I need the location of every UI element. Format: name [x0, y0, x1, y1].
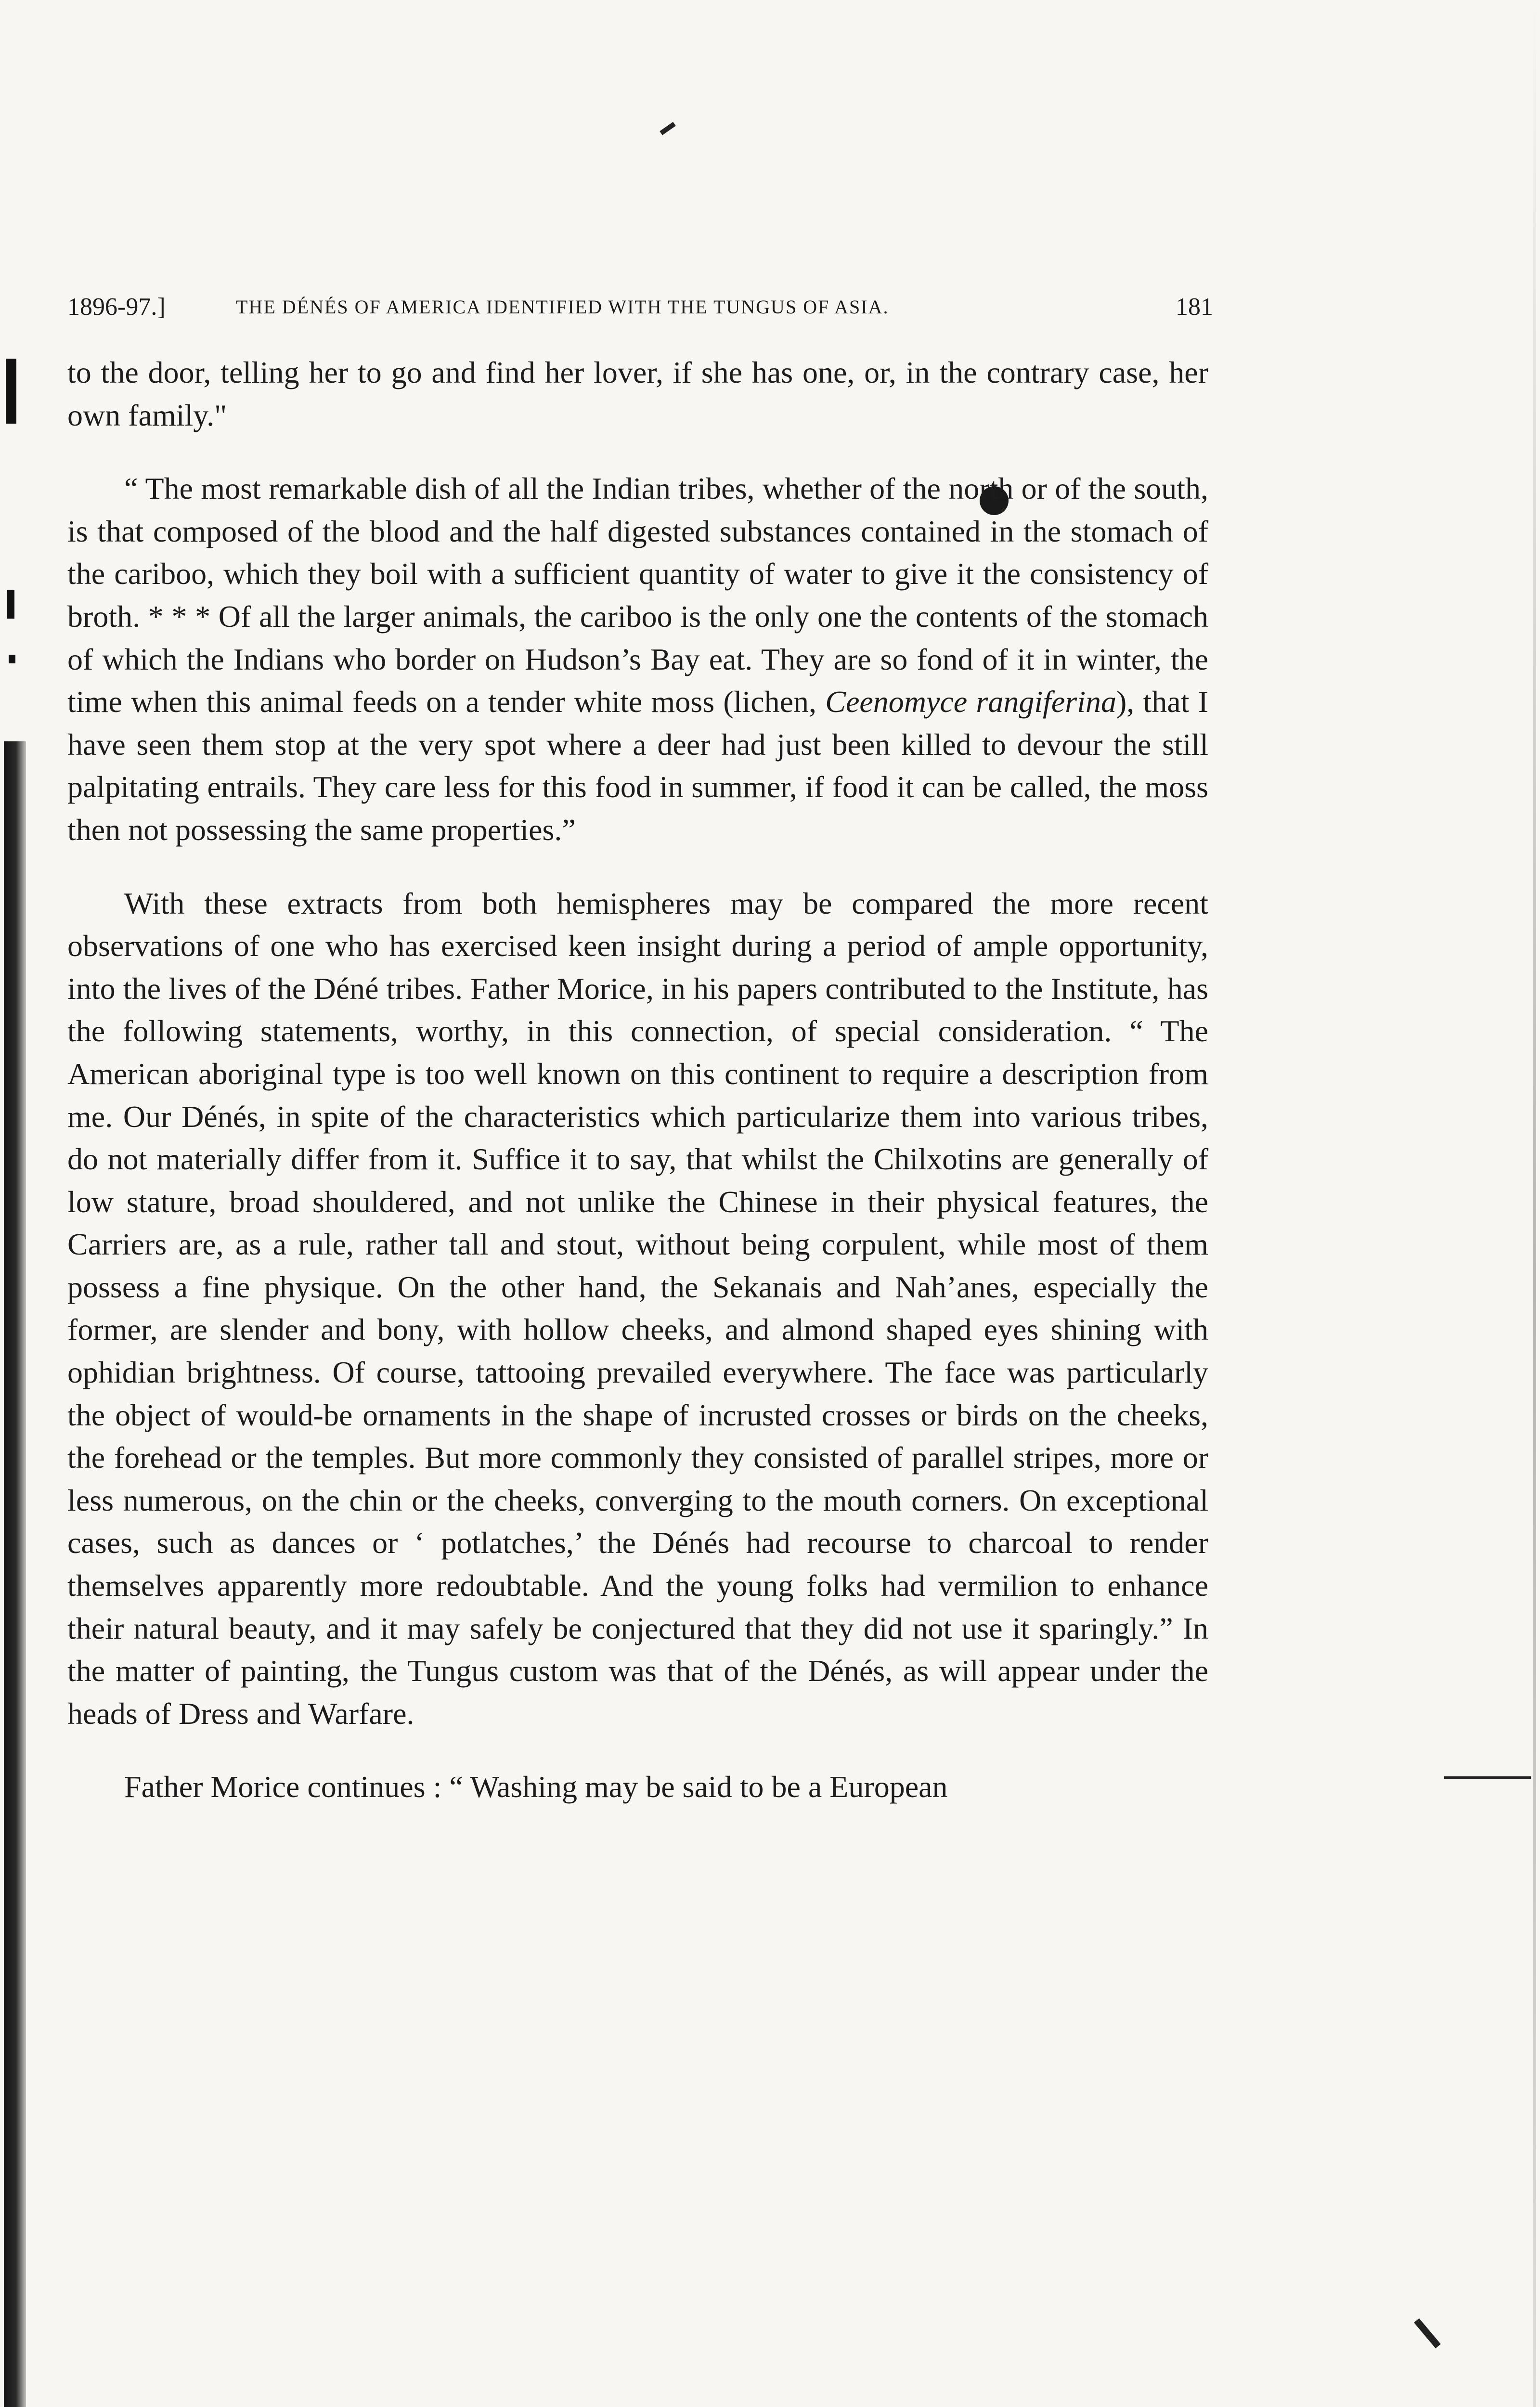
paragraph-text: ), that I have seen them stop at the very spot where a deer had just been killed to devour the still palpitating entrails. They care less for this food in summer, if food it can be called, the moss then not possessing the same properties.” [67, 685, 1209, 847]
paragraph-morice-continues [67, 1766, 1208, 1809]
scan-mark [9, 655, 15, 663]
paragraph-continuation [67, 351, 1208, 437]
scan-speck [1414, 2318, 1441, 2349]
body-text [67, 351, 1208, 1839]
paragraph-text: to the door, telling her to go and find her lover, if she has one, or, in the contrary case, her own family." [67, 355, 1208, 432]
running-header [67, 288, 1213, 326]
page-edge-shadow [1533, 0, 1536, 2407]
header-running-title: THE DÉNÉS OF AMERICA IDENTIFIED WITH THE TUNGUS OF ASIA. [236, 296, 889, 318]
scan-mark [7, 590, 14, 619]
paragraph-text: With these extracts from both hemispheres may be compared the more recent observations of one who has exercised keen insight during a period of ample opportunity, into the lives of the Déné tribes. Father Morice, in his papers contributed to the Institute, has the following statements, worthy, in this connection, of special consideration. “ The American aboriginal type is too well known on this continent to require a description from me. Our Dénés, in spite of the characteristics which particularize them into various tribes, do not materially differ from it. Suffice it to say, that whilst the Chilxotins are generally of low stature, broad shouldered, and not unlike the Chinese in their physical features, the Carriers are, as a rule, rather tall and stout, without being corpulent, while most of them possess a fine physique. On the other hand, the Sekanais and Nah’anes, especially the former, are slender and bony, with hollow cheeks, and almond shaped eyes shining with ophidian brightness. Of course, tattooing prevailed everywhere. The face was particularly the object of would-be ornaments in the shape of incrusted crosses or birds on the cheeks, the forehead or the temples. But more commonly they consisted of parallel stripes, more or less numerous, on the chin or the cheeks, converging to the mouth corners. On exceptional cases, such as dances or ‘ potlatches,’ the Dénés had recourse to charcoal to render themselves apparently more redoubtable. And the young folks had vermilion to enhance their natural beauty, and it may safely be conjectured that they did not use it sparingly.” In the matter of painting, the Tungus custom was that of the Dénés, as will appear under the heads of Dress and Warfare. [67, 886, 1208, 1731]
paragraph-text: Father Morice continues : “ Washing may be said to be a European [124, 1770, 948, 1804]
paragraph-cariboo-dish [67, 467, 1208, 851]
scan-speck [660, 122, 676, 135]
header-years: 1896-97.] [67, 293, 166, 321]
paragraph-morice-observations [67, 882, 1208, 1735]
page-number: 181 [1176, 293, 1213, 321]
scan-mark [6, 359, 16, 424]
paragraph-text: “ The most remarkable dish of all the Indian tribes, whether of the north or of the south, is that composed of the blood and the half digested substances contained in the stomach of the cariboo, which they boil with a sufficient quantity of water to give it the consistency of broth. * * * Of all the larger animals, the cariboo is the only one the contents of the stomach of which the Indians who border on Hudson’s Bay eat. They are so fond of it in winter, the time when this animal feeds on a tender white moss (lichen, [67, 471, 1208, 719]
scan-mark [1444, 1776, 1531, 1779]
binding-shadow [4, 741, 26, 2407]
species-name: Ceenomyce rangiferina [825, 685, 1116, 719]
